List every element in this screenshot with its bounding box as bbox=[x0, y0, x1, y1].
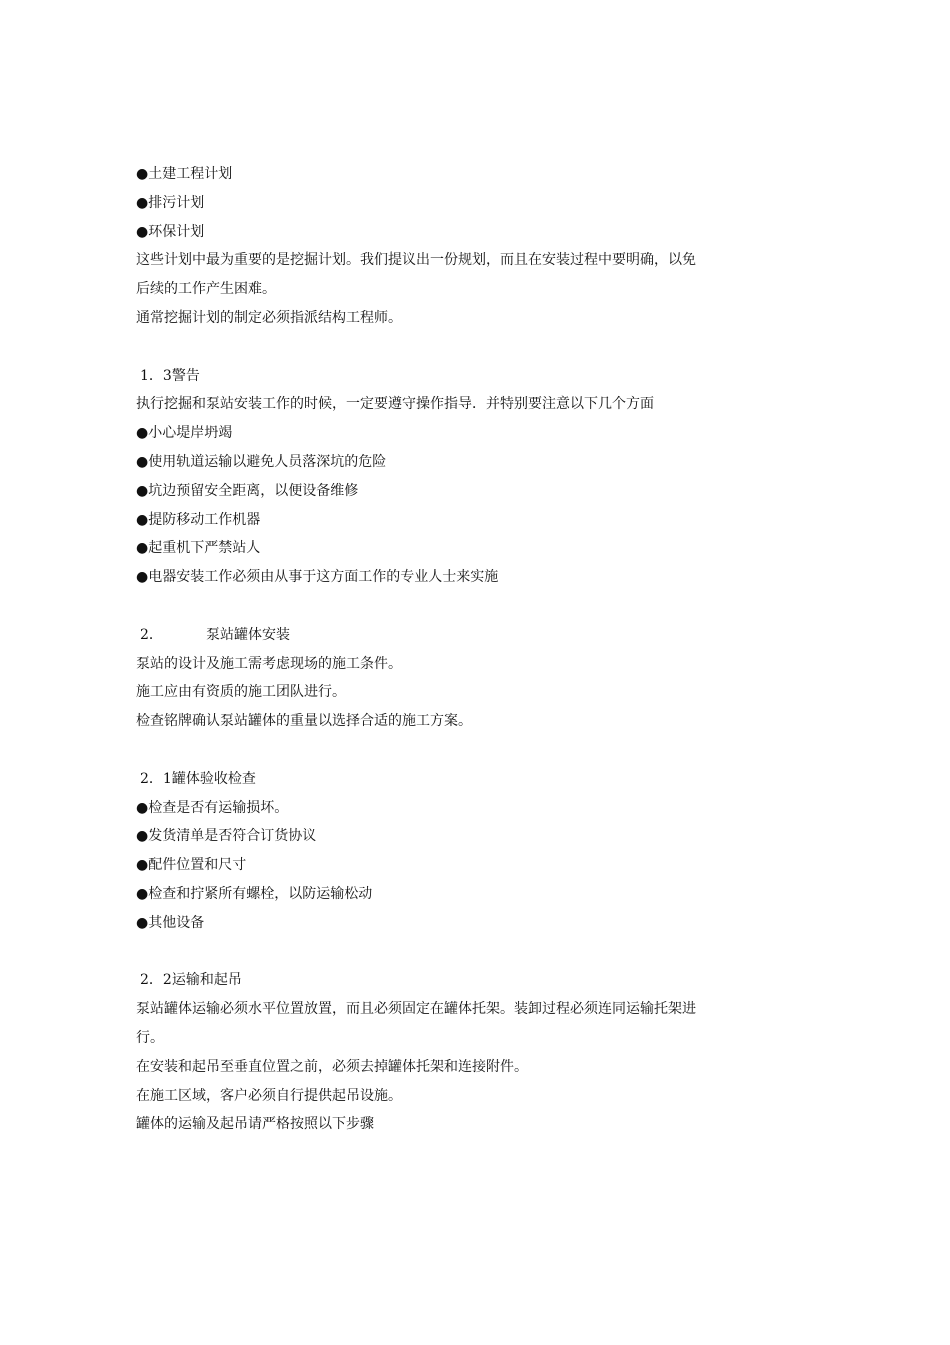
section-heading-2-2: 2．2运输和起吊 bbox=[140, 972, 242, 989]
spacer bbox=[136, 736, 746, 765]
spacer bbox=[136, 333, 746, 362]
spacer bbox=[136, 592, 746, 621]
paragraph-line: 在施工区域，客户必须自行提供起吊设施。 bbox=[136, 1087, 402, 1104]
paragraph-line: 泵站罐体运输必须水平位置放置，而且必须固定在罐体托架。装卸过程必须连同运输托架进 bbox=[136, 1001, 696, 1018]
section-heading-2-1: 2．1罐体验收检查 bbox=[140, 770, 256, 787]
section-heading-2 bbox=[136, 621, 746, 650]
list-item-civil-plan: ●土建工程计划 bbox=[136, 166, 233, 182]
section-title: 泵站罐体安装 bbox=[206, 626, 290, 643]
paragraph-line: 后续的工作产生困难。 bbox=[136, 281, 276, 298]
paragraph-line: 泵站的设计及施工需考虑现场的施工条件。 bbox=[136, 655, 402, 672]
paragraph-line: 这些计划中最为重要的是挖掘计划。我们提议出一份规划，而且在安装过程中要明确，以免 bbox=[136, 252, 696, 269]
list-item-environment-plan: ●环保计划 bbox=[136, 223, 205, 240]
list-item: ●其他设备 bbox=[136, 914, 205, 931]
list-item: ●坑边预留安全距离，以便设备维修 bbox=[136, 482, 359, 499]
list-item-drainage-plan: ●排污计划 bbox=[136, 194, 205, 211]
list-item: ●检查是否有运输损坏。 bbox=[136, 799, 289, 816]
list-item: ●配件位置和尺寸 bbox=[136, 857, 247, 874]
list-item: ●起重机下严禁站人 bbox=[136, 540, 261, 557]
paragraph-line: 在安装和起吊至垂直位置之前，必须去掉罐体托架和连接附件。 bbox=[136, 1058, 528, 1075]
paragraph-line: 通常挖掘计划的制定必须指派结构工程师。 bbox=[136, 309, 402, 326]
paragraph-line: 执行挖掘和泵站安装工作的时候，一定要遵守操作指导．并特别要注意以下几个方面 bbox=[136, 396, 654, 413]
paragraph-line: 行。 bbox=[136, 1029, 164, 1046]
list-item: ●电器安装工作必须由从事于这方面工作的专业人士来实施 bbox=[136, 569, 499, 586]
list-item: ●发货清单是否符合订货协议 bbox=[136, 828, 317, 845]
paragraph-line: 检查铭牌确认泵站罐体的重量以选择合适的施工方案。 bbox=[136, 713, 472, 730]
list-item: ●小心堤岸坍竭 bbox=[136, 425, 233, 442]
list-item: ●提防移动工作机器 bbox=[136, 511, 261, 528]
section-heading-1-3: 1．3警告 bbox=[140, 367, 200, 384]
list-item: ●使用轨道运输以避免人员落深坑的危险 bbox=[136, 453, 387, 470]
paragraph-line: 施工应由有资质的施工团队进行。 bbox=[136, 684, 346, 701]
paragraph-line: 罐体的运输及起吊请严格按照以下步骤 bbox=[136, 1116, 374, 1133]
list-item: ●检查和拧紧所有螺栓，以防运输松动 bbox=[136, 885, 373, 902]
document-body bbox=[136, 160, 746, 1139]
spacer bbox=[136, 938, 746, 967]
section-number: 2． bbox=[140, 626, 163, 643]
